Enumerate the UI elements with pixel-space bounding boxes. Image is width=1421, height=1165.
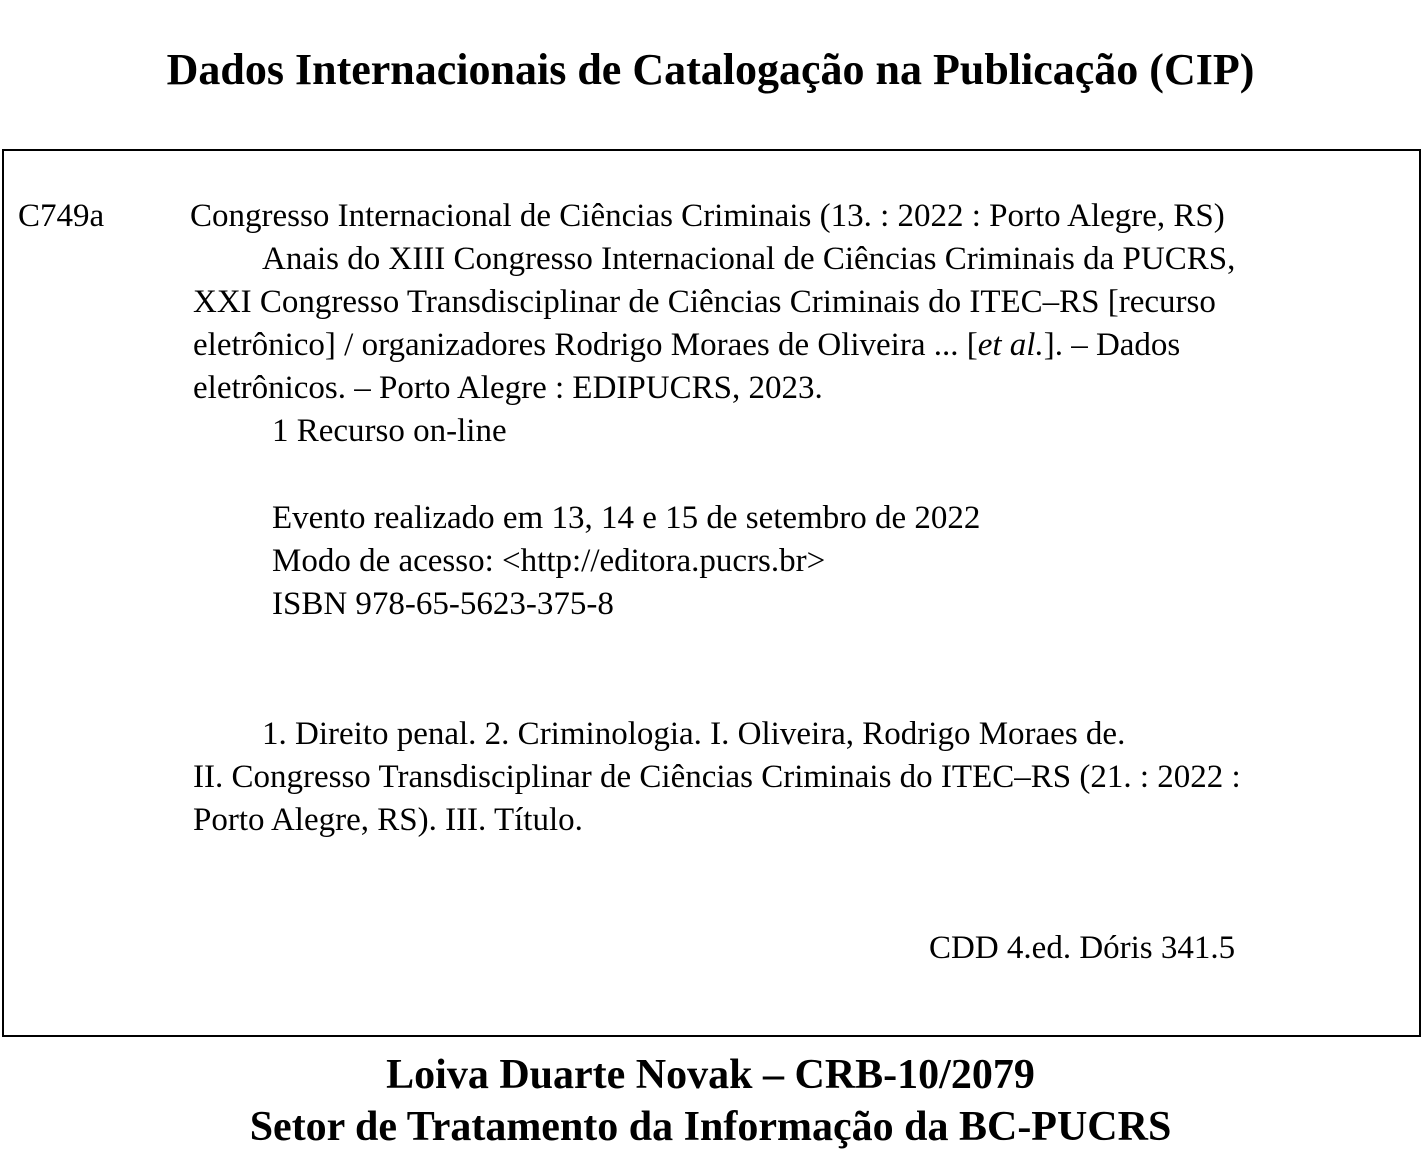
extent: 1 Recurso on-line (272, 413, 507, 449)
main-entry: Congresso Internacional de Ciências Criminais (13. : 2022 : Porto Alegre, RS) (190, 198, 1225, 234)
page-title: Dados Internacionais de Catalogação na Publicação (CIP) (166, 45, 1255, 94)
subject-line-1: 1. Direito penal. 2. Criminologia. I. Oliveira, Rodrigo Moraes de. (262, 716, 1126, 752)
title-line-3-end: ]. – Dados (1043, 327, 1181, 363)
note-event: Evento realizado em 13, 14 e 15 de setembro de 2022 (272, 500, 981, 536)
department-credit: Setor de Tratamento da Informação da BC-PUCRS (249, 1104, 1172, 1150)
librarian-credit: Loiva Duarte Novak – CRB-10/2079 (386, 1052, 1035, 1098)
classification: CDD 4.ed. Dóris 341.5 (929, 930, 1236, 966)
title-line-3 (193, 324, 1180, 367)
title-line-4: eletrônicos. – Porto Alegre : EDIPUCRS, 2023. (193, 370, 823, 406)
note-access: Modo de acesso: <http://editora.pucrs.br> (272, 543, 826, 579)
subject-line-3: Porto Alegre, RS). III. Título. (193, 802, 583, 838)
title-line-3-text: eletrônico] / organizadores Rodrigo Moraes de Oliveira ... [ (193, 327, 978, 363)
et-al-text: et al. (977, 327, 1044, 363)
note-isbn: ISBN 978-65-5623-375-8 (272, 586, 614, 622)
subject-line-2: II. Congresso Transdisciplinar de Ciências Criminais do ITEC–RS (21. : 2022 : (193, 759, 1241, 795)
title-line-2: XXI Congresso Transdisciplinar de Ciências Criminais do ITEC–RS [recurso (193, 284, 1216, 320)
title-line-1: Anais do XIII Congresso Internacional de Ciências Criminais da PUCRS, (262, 241, 1236, 277)
call-number: C749a (18, 198, 105, 234)
